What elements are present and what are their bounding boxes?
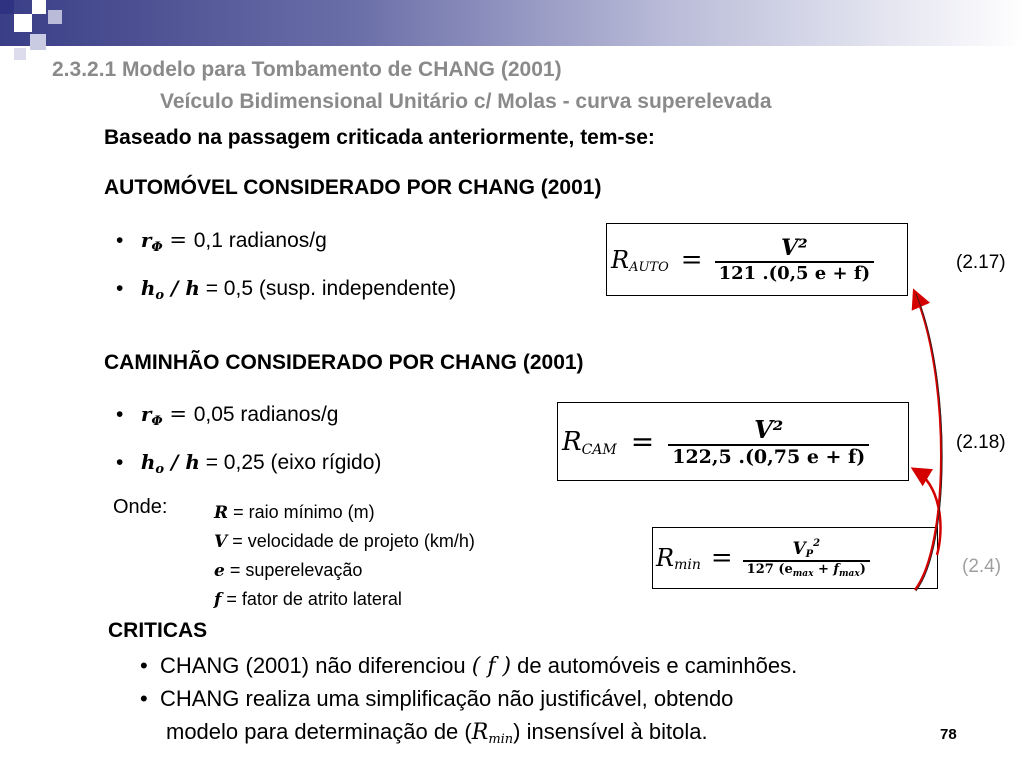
truck-bullet-h: • $h_o / h = 0,25$ (eixo rígido) — [116, 450, 382, 477]
where-item-f: f = fator de atrito lateral — [214, 589, 402, 610]
arrow-rmin-to-auto — [915, 293, 941, 590]
auto-h-value: = 0,5 (susp. independente) — [199, 277, 457, 300]
decor-square — [14, 14, 32, 32]
section-title: 2.3.2.1 Modelo para Tombamento de CHANG (2001) — [52, 58, 562, 81]
critics-heading: CRITICAS — [108, 619, 208, 642]
truck-bullet-r: • $r_\Phi = 0,05$ radianos/g — [116, 402, 339, 429]
auto-bullet-r: • $r_\Phi = 0,1$ radianos/g — [116, 228, 327, 255]
connector-arrows — [895, 255, 955, 600]
formula-r-auto: R AUTO = $\frac{\text{V²}}{121 .(0,5 e + f)}$ — [606, 223, 908, 296]
critics-item-2-line2: modelo para determinação de (Rmin) insensível à bitola. — [166, 719, 708, 747]
intro-text: Baseado na passagem criticada anteriormente, tem-se: — [104, 126, 655, 149]
page-number: 78 — [940, 726, 957, 743]
phi-subscript: Φ — [151, 240, 163, 255]
where-list — [214, 498, 475, 614]
decor-square — [30, 34, 46, 50]
section-subtitle: Veículo Bidimensional Unitário c/ Molas - curva superelevada — [160, 90, 772, 113]
where-item-r: R = raio mínimo (m) — [214, 502, 375, 523]
where-item-e: e = superelevação — [214, 560, 363, 581]
auto-r-value: 0,1 radianos/g — [193, 229, 327, 252]
decor-square — [32, 0, 46, 14]
auto-bullet-h: • $h_o / h = 0,5$ (susp. independente) — [116, 276, 457, 303]
formula-r-min: R min = $\frac{VP^2}{127 (e_{max} + f_{max})}$ — [652, 527, 938, 589]
critics-item-1: • CHANG (2001) não diferenciou ( f ) de automóveis e caminhões. — [140, 653, 798, 679]
truck-heading: CAMINHÃO CONSIDERADO POR CHANG (2001) — [104, 351, 584, 374]
truck-h-value: = 0,25 (eixo rígido) — [199, 451, 382, 474]
truck-r-value: 0,05 radianos/g — [193, 403, 339, 426]
formula-r-cam: R CAM = $\frac{\text{V²}}{122,5 .(0,75 e + f)}$ — [557, 402, 909, 481]
eq-number-2-4: (2.4) — [962, 556, 1002, 577]
auto-heading: AUTOMÓVEL CONSIDERADO POR CHANG (2001) — [104, 176, 602, 199]
eq-number-2-18: (2.18) — [956, 432, 1006, 453]
r-symbol: r — [140, 228, 152, 252]
decor-square — [0, 0, 14, 14]
decor-square — [14, 48, 26, 60]
where-item-v: V = velocidade de projeto (km/h) — [214, 531, 475, 552]
decor-square — [48, 10, 62, 24]
title-bar — [0, 0, 1024, 46]
critics-item-2-line1: • CHANG realiza uma simplificação não justificável, obtendo — [140, 686, 734, 711]
where-label: Onde: — [113, 496, 168, 518]
arrow-rmin-to-cam — [915, 470, 941, 555]
eq-number-2-17: (2.17) — [956, 252, 1006, 273]
